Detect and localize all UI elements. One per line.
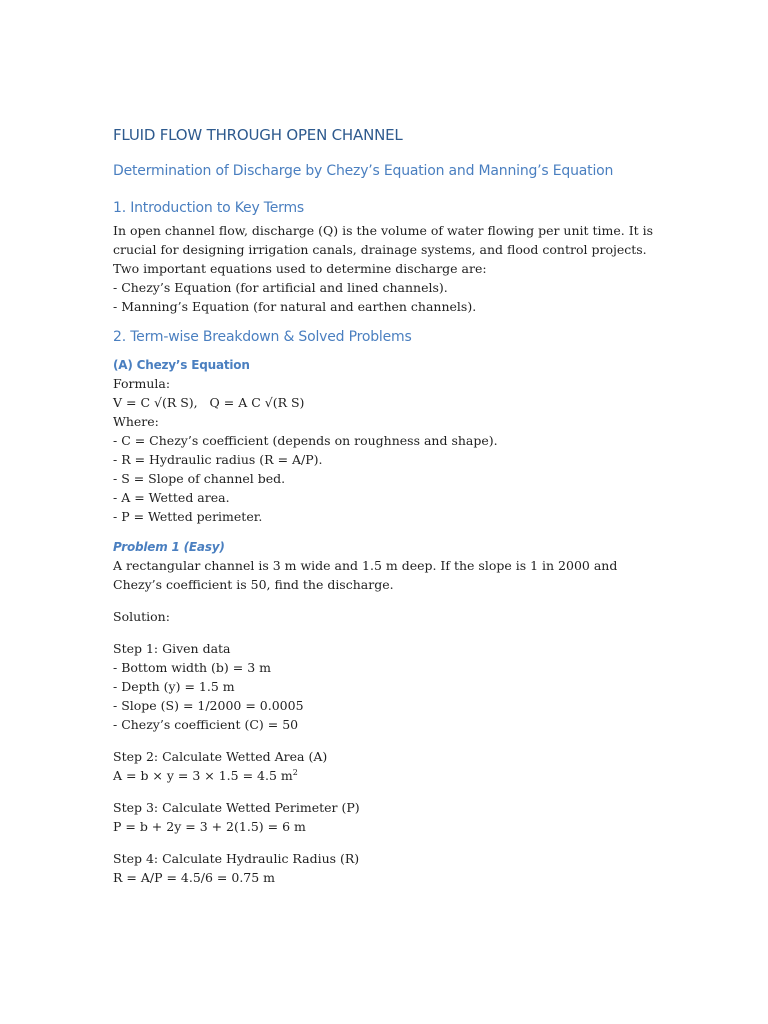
list-item: - Manning’s Equation (for natural and earthen channels). — [113, 299, 477, 314]
formula-label: Formula: — [113, 376, 171, 391]
solution-label: Solution: — [113, 609, 170, 624]
step-4-formula: R = A/P = 4.5/6 = 0.75 m — [113, 870, 276, 885]
step-3-title: Step 3: Calculate Wetted Perimeter (P) — [113, 800, 360, 815]
step-1-title: Step 1: Given data — [113, 641, 231, 656]
given-data-line: - Chezy’s coefficient (C) = 50 — [113, 717, 299, 732]
term-definition: - C = Chezy’s coefficient (depends on roughness and shape). — [113, 433, 498, 448]
term-definition: - A = Wetted area. — [113, 490, 230, 505]
given-data-line: - Depth (y) = 1.5 m — [113, 679, 235, 694]
document-body — [113, 124, 658, 887]
section-1-heading: 1. Introduction to Key Terms — [113, 200, 305, 216]
where-label: Where: — [113, 414, 159, 429]
section-2-heading: 2. Term-wise Breakdown & Solved Problems — [113, 329, 412, 345]
list-item: - Chezy’s Equation (for artificial and lined channels). — [113, 280, 448, 295]
area-unit-superscript: 2 — [292, 768, 298, 777]
given-data-line: - Bottom width (b) = 3 m — [113, 660, 272, 675]
document-title: FLUID FLOW THROUGH OPEN CHANNEL — [113, 126, 403, 144]
step-3-formula: P = b + 2y = 3 + 2(1.5) = 6 m — [113, 819, 306, 834]
term-definition: - S = Slope of channel bed. — [113, 471, 286, 486]
chezy-equation-heading: (A) Chezy’s Equation — [113, 358, 250, 372]
step-2-formula-text: A = b × y = 3 × 1.5 = 4.5 m — [113, 768, 293, 783]
document-subtitle: Determination of Discharge by Chezy’s Equation and Manning’s Equation — [113, 163, 614, 179]
problem-1-heading: Problem 1 (Easy) — [113, 540, 225, 554]
given-data-line: - Slope (S) = 1/2000 = 0.0005 — [113, 698, 304, 713]
term-definition: - P = Wetted perimeter. — [113, 509, 263, 524]
step-2-formula — [113, 766, 658, 785]
section-1-intro: In open channel flow, discharge (Q) is the volume of water flowing per unit time. It is crucial for designing irrigation canals, drainage systems, and flood control projects. Two important equations used to determine discharge are: — [113, 223, 654, 276]
step-4-title: Step 4: Calculate Hydraulic Radius (R) — [113, 851, 360, 866]
step-2-title: Step 2: Calculate Wetted Area (A) — [113, 749, 328, 764]
term-definition: - R = Hydraulic radius (R = A/P). — [113, 452, 323, 467]
problem-1-statement: A rectangular channel is 3 m wide and 1.5 m deep. If the slope is 1 in 2000 and Chezy’s coefficient is 50, find the discharge. — [113, 558, 618, 592]
chezy-formula: V = C √(R S), Q = A C √(R S) — [113, 395, 305, 410]
